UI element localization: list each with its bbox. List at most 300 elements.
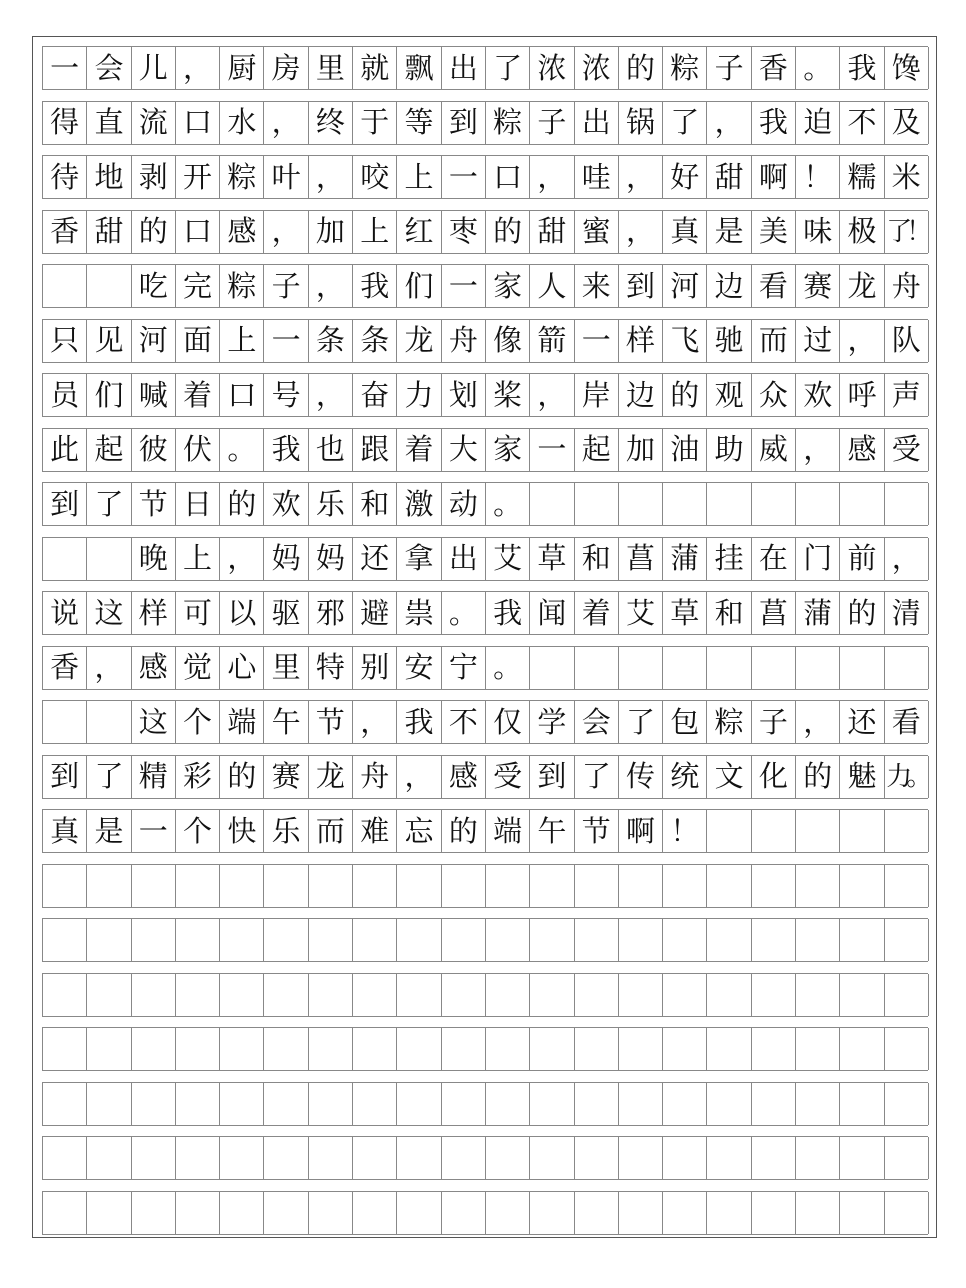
grid-cell: 妈 (309, 538, 353, 580)
grid-cell (796, 1137, 840, 1179)
grid-cell: 蜜 (575, 211, 619, 253)
grid-cell (885, 1083, 929, 1125)
grid-cell (353, 1028, 397, 1070)
grid-cell: 来 (575, 265, 619, 307)
grid-cell: 我 (752, 102, 796, 144)
grid-cell (840, 1192, 884, 1234)
grid-cell (442, 1192, 486, 1234)
grid-cell: 粽 (220, 156, 264, 198)
grid-cell: 出 (575, 102, 619, 144)
grid-cell: 家 (486, 429, 530, 471)
grid-cell (43, 265, 87, 307)
grid-cell: 到 (442, 102, 486, 144)
grid-cell: 了 (87, 483, 131, 525)
grid-cell: 妈 (264, 538, 308, 580)
grid-cell (707, 1137, 751, 1179)
grid-cell: 感 (840, 429, 884, 471)
grid-cell: 安 (397, 647, 441, 689)
grid-cell: 难 (353, 810, 397, 852)
grid-cell (663, 647, 707, 689)
grid-cell (707, 974, 751, 1016)
grid-cell (309, 1083, 353, 1125)
grid-row (42, 591, 928, 635)
grid-cell: ， (87, 647, 131, 689)
grid-cell: 力 (397, 374, 441, 416)
grid-cell (575, 1083, 619, 1125)
grid-cell: 感 (442, 756, 486, 798)
grid-cell (353, 1083, 397, 1125)
grid-cell: 节 (575, 810, 619, 852)
grid-row (42, 373, 928, 417)
grid-cell (43, 1137, 87, 1179)
grid-cell: 龙 (309, 756, 353, 798)
grid-cell (87, 974, 131, 1016)
grid-cell (796, 974, 840, 1016)
grid-cell (619, 1028, 663, 1070)
grid-cell (486, 1028, 530, 1070)
grid-cell: 欢 (264, 483, 308, 525)
grid-cell (220, 1192, 264, 1234)
grid-cell: 草 (663, 592, 707, 634)
grid-cell (796, 1083, 840, 1125)
grid-cell (707, 1083, 751, 1125)
grid-cell (353, 919, 397, 961)
grid-cell: 口 (176, 102, 220, 144)
grid-cell (752, 1137, 796, 1179)
grid-cell: 油 (663, 429, 707, 471)
grid-cell (43, 1192, 87, 1234)
grid-cell: ， (530, 374, 574, 416)
grid-cell (397, 865, 441, 907)
grid-cell (752, 974, 796, 1016)
grid-cell (752, 1083, 796, 1125)
grid-cell: 过 (796, 320, 840, 362)
grid-row (42, 264, 928, 308)
grid-row (42, 101, 928, 145)
grid-cell (619, 1192, 663, 1234)
grid-cell: 着 (176, 374, 220, 416)
grid-cell: 午 (264, 701, 308, 743)
grid-cell: 了！ (885, 211, 929, 253)
grid-cell: 节 (309, 701, 353, 743)
grid-cell (309, 1028, 353, 1070)
grid-cell (530, 647, 574, 689)
grid-cell: 激 (397, 483, 441, 525)
grid-cell (619, 865, 663, 907)
grid-cell: 。 (442, 592, 486, 634)
grid-cell (575, 974, 619, 1016)
grid-cell: 子 (707, 47, 751, 89)
grid-cell: 的 (486, 211, 530, 253)
grid-cell: 受 (885, 429, 929, 471)
grid-cell: 口 (176, 211, 220, 253)
grid-row (42, 319, 928, 363)
grid-cell: 。 (796, 47, 840, 89)
grid-cell (752, 647, 796, 689)
grid-cell (442, 919, 486, 961)
grid-cell: 及 (885, 102, 929, 144)
grid-cell: 口 (486, 156, 530, 198)
grid-cell: 菖 (752, 592, 796, 634)
grid-cell (752, 919, 796, 961)
grid-cell (176, 1137, 220, 1179)
grid-cell: 甜 (87, 211, 131, 253)
grid-cell (397, 1028, 441, 1070)
grid-row (42, 482, 928, 526)
grid-cell: 队 (885, 320, 929, 362)
grid-cell (663, 1028, 707, 1070)
grid-cell: 子 (530, 102, 574, 144)
grid-cell: 蒲 (663, 538, 707, 580)
grid-cell: 跟 (353, 429, 397, 471)
grid-cell (397, 1192, 441, 1234)
grid-cell (796, 1192, 840, 1234)
grid-cell (176, 974, 220, 1016)
grid-cell (707, 483, 751, 525)
grid-cell (132, 1028, 176, 1070)
grid-cell (220, 865, 264, 907)
grid-cell (397, 1083, 441, 1125)
grid-cell: 看 (752, 265, 796, 307)
grid-cell: 粽 (663, 47, 707, 89)
grid-cell: 奋 (353, 374, 397, 416)
grid-cell: 浓 (530, 47, 574, 89)
grid-cell: 在 (752, 538, 796, 580)
grid-cell (530, 1028, 574, 1070)
grid-cell: 统 (663, 756, 707, 798)
grid-cell (619, 647, 663, 689)
grid-cell: 此 (43, 429, 87, 471)
grid-cell: ， (397, 756, 441, 798)
grid-cell: 起 (87, 429, 131, 471)
grid-cell: 觉 (176, 647, 220, 689)
grid-cell: 极 (840, 211, 884, 253)
grid-cell: ， (619, 156, 663, 198)
grid-cell (885, 1028, 929, 1070)
grid-cell: 舟 (885, 265, 929, 307)
grid-cell (796, 810, 840, 852)
grid-cell: 一 (132, 810, 176, 852)
grid-cell: 着 (575, 592, 619, 634)
grid-cell: 家 (486, 265, 530, 307)
grid-cell: 加 (309, 211, 353, 253)
grid-cell: 终 (309, 102, 353, 144)
grid-cell: 起 (575, 429, 619, 471)
grid-cell: 迫 (796, 102, 840, 144)
grid-cell: 香 (43, 211, 87, 253)
grid-cell: 边 (619, 374, 663, 416)
grid-cell (397, 974, 441, 1016)
grid-cell: 受 (486, 756, 530, 798)
grid-cell: 岸 (575, 374, 619, 416)
grid-cell: 避 (353, 592, 397, 634)
grid-cell (707, 1192, 751, 1234)
grid-cell: 上 (353, 211, 397, 253)
grid-cell: 一 (43, 47, 87, 89)
grid-cell (707, 919, 751, 961)
grid-cell: 的 (840, 592, 884, 634)
grid-cell (176, 1083, 220, 1125)
grid-row (42, 1082, 928, 1126)
grid-cell: 众 (752, 374, 796, 416)
grid-cell (885, 647, 929, 689)
grid-cell: 以 (220, 592, 264, 634)
grid-cell: 传 (619, 756, 663, 798)
grid-cell (575, 865, 619, 907)
grid-cell: 喊 (132, 374, 176, 416)
grid-cell (43, 974, 87, 1016)
grid-cell: ， (530, 156, 574, 198)
grid-cell (442, 1083, 486, 1125)
grid-cell (575, 1137, 619, 1179)
grid-cell (43, 1083, 87, 1125)
grid-cell (264, 919, 308, 961)
grid-cell: 样 (619, 320, 663, 362)
grid-cell: ， (885, 538, 929, 580)
grid-cell: 糯 (840, 156, 884, 198)
grid-cell: 舟 (353, 756, 397, 798)
grid-cell: 赛 (796, 265, 840, 307)
grid-cell (353, 974, 397, 1016)
grid-cell (176, 1192, 220, 1234)
grid-cell: 河 (132, 320, 176, 362)
grid-cell: 直 (87, 102, 131, 144)
grid-cell (796, 647, 840, 689)
grid-cell (663, 974, 707, 1016)
grid-cell (486, 974, 530, 1016)
grid-cell (442, 974, 486, 1016)
grid-cell: 得 (43, 102, 87, 144)
grid-cell: 我 (397, 701, 441, 743)
grid-cell: 舟 (442, 320, 486, 362)
grid-cell (132, 919, 176, 961)
grid-cell: 还 (353, 538, 397, 580)
grid-cell: 条 (309, 320, 353, 362)
grid-cell (132, 865, 176, 907)
grid-cell (530, 1192, 574, 1234)
grid-cell: 一 (264, 320, 308, 362)
grid-cell: 待 (43, 156, 87, 198)
grid-cell: 我 (353, 265, 397, 307)
grid-row (42, 537, 928, 581)
grid-cell: 。 (486, 483, 530, 525)
grid-row (42, 1136, 928, 1180)
grid-cell: 河 (663, 265, 707, 307)
grid-cell (264, 865, 308, 907)
grid-cell: 到 (619, 265, 663, 307)
grid-cell: 呼 (840, 374, 884, 416)
grid-cell: 不 (442, 701, 486, 743)
grid-cell: 的 (132, 211, 176, 253)
grid-cell (840, 810, 884, 852)
grid-cell: 。 (220, 429, 264, 471)
grid-cell: 驰 (707, 320, 751, 362)
grid-row (42, 864, 928, 908)
grid-cell (575, 919, 619, 961)
grid-cell: 们 (87, 374, 131, 416)
grid-cell: 龙 (397, 320, 441, 362)
grid-cell: 香 (43, 647, 87, 689)
grid-cell: ， (176, 47, 220, 89)
grid-cell: 剥 (132, 156, 176, 198)
grid-row (42, 755, 928, 799)
grid-cell (663, 865, 707, 907)
grid-cell (87, 1083, 131, 1125)
grid-cell: 个 (176, 701, 220, 743)
grid-cell (87, 865, 131, 907)
grid-cell: ！ (796, 156, 840, 198)
grid-cell (220, 1083, 264, 1125)
grid-cell (663, 1137, 707, 1179)
grid-cell: ， (309, 156, 353, 198)
grid-cell: 清 (885, 592, 929, 634)
grid-cell: 蒲 (796, 592, 840, 634)
grid-cell: ， (353, 701, 397, 743)
grid-cell (486, 865, 530, 907)
grid-cell: 心 (220, 647, 264, 689)
grid-cell (619, 1137, 663, 1179)
grid-cell: 动 (442, 483, 486, 525)
grid-cell (220, 974, 264, 1016)
grid-cell: 龙 (840, 265, 884, 307)
grid-cell (132, 1137, 176, 1179)
grid-cell (885, 1192, 929, 1234)
grid-cell (840, 974, 884, 1016)
grid-cell: 甜 (707, 156, 751, 198)
grid-cell: ， (796, 429, 840, 471)
grid-cell (87, 1137, 131, 1179)
grid-cell (840, 919, 884, 961)
grid-cell: 而 (309, 810, 353, 852)
grid-cell (264, 1083, 308, 1125)
grid-cell: 学 (530, 701, 574, 743)
grid-cell: 而 (752, 320, 796, 362)
grid-cell: 午 (530, 810, 574, 852)
grid-cell: 彩 (176, 756, 220, 798)
grid-cell: 我 (486, 592, 530, 634)
grid-cell: 的 (442, 810, 486, 852)
grid-cell: 样 (132, 592, 176, 634)
grid-cell: 了 (663, 102, 707, 144)
grid-cell: 化 (752, 756, 796, 798)
grid-cell: 就 (353, 47, 397, 89)
grid-cell: 子 (264, 265, 308, 307)
grid-cell: 子 (752, 701, 796, 743)
grid-row (42, 809, 928, 853)
grid-cell (885, 1137, 929, 1179)
grid-cell: 宁 (442, 647, 486, 689)
grid-cell: 的 (220, 756, 264, 798)
grid-cell (176, 1028, 220, 1070)
grid-cell (619, 919, 663, 961)
grid-cell (442, 865, 486, 907)
grid-cell: 了 (619, 701, 663, 743)
grid-cell: 着 (397, 429, 441, 471)
grid-cell: 面 (176, 320, 220, 362)
grid-cell: 赛 (264, 756, 308, 798)
grid-cell: 边 (707, 265, 751, 307)
grid-cell: 感 (132, 647, 176, 689)
grid-cell (530, 1083, 574, 1125)
grid-cell: 完 (176, 265, 220, 307)
grid-cell: 锅 (619, 102, 663, 144)
grid-cell (87, 265, 131, 307)
grid-cell (353, 865, 397, 907)
grid-cell (132, 1192, 176, 1234)
grid-row (42, 1027, 928, 1071)
grid-cell: 的 (619, 47, 663, 89)
grid-cell (575, 1192, 619, 1234)
grid-cell: ！ (663, 810, 707, 852)
grid-cell (442, 1028, 486, 1070)
grid-cell (796, 865, 840, 907)
grid-cell (87, 1028, 131, 1070)
grid-cell (220, 1028, 264, 1070)
grid-cell: 划 (442, 374, 486, 416)
grid-cell (43, 1028, 87, 1070)
grid-cell (619, 1083, 663, 1125)
grid-cell: 我 (840, 47, 884, 89)
grid-cell: ， (264, 102, 308, 144)
grid-cell: ， (707, 102, 751, 144)
grid-cell: 们 (397, 265, 441, 307)
grid-cell (176, 865, 220, 907)
grid-cell: 挂 (707, 538, 751, 580)
grid-cell (663, 919, 707, 961)
grid-cell: 力。 (885, 756, 929, 798)
grid-cell (486, 919, 530, 961)
grid-row (42, 428, 928, 472)
grid-cell: 会 (87, 47, 131, 89)
grid-row (42, 46, 928, 90)
grid-cell: 会 (575, 701, 619, 743)
grid-cell (530, 865, 574, 907)
grid-cell: 厨 (220, 47, 264, 89)
grid-cell (530, 919, 574, 961)
grid-cell (752, 865, 796, 907)
grid-cell: 还 (840, 701, 884, 743)
grid-cell (575, 647, 619, 689)
grid-cell: 粽 (220, 265, 264, 307)
grid-cell: 加 (619, 429, 663, 471)
grid-cell: 是 (707, 211, 751, 253)
grid-cell: 大 (442, 429, 486, 471)
grid-cell: 菖 (619, 538, 663, 580)
grid-cell: 一 (442, 156, 486, 198)
grid-cell (43, 538, 87, 580)
grid-cell: 真 (663, 211, 707, 253)
grid-cell: 的 (663, 374, 707, 416)
grid-cell (43, 919, 87, 961)
grid-cell (43, 701, 87, 743)
grid-cell: 是 (87, 810, 131, 852)
grid-cell: 仅 (486, 701, 530, 743)
grid-cell (752, 1028, 796, 1070)
grid-cell: 门 (796, 538, 840, 580)
grid-cell: 一 (575, 320, 619, 362)
grid-cell: 像 (486, 320, 530, 362)
grid-cell: 儿 (132, 47, 176, 89)
manuscript-grid (42, 46, 928, 1245)
grid-cell: 香 (752, 47, 796, 89)
grid-cell (264, 1028, 308, 1070)
grid-cell (309, 974, 353, 1016)
grid-cell: ， (309, 265, 353, 307)
grid-row (42, 918, 928, 962)
grid-cell (87, 538, 131, 580)
grid-cell (530, 1137, 574, 1179)
grid-cell: 米 (885, 156, 929, 198)
